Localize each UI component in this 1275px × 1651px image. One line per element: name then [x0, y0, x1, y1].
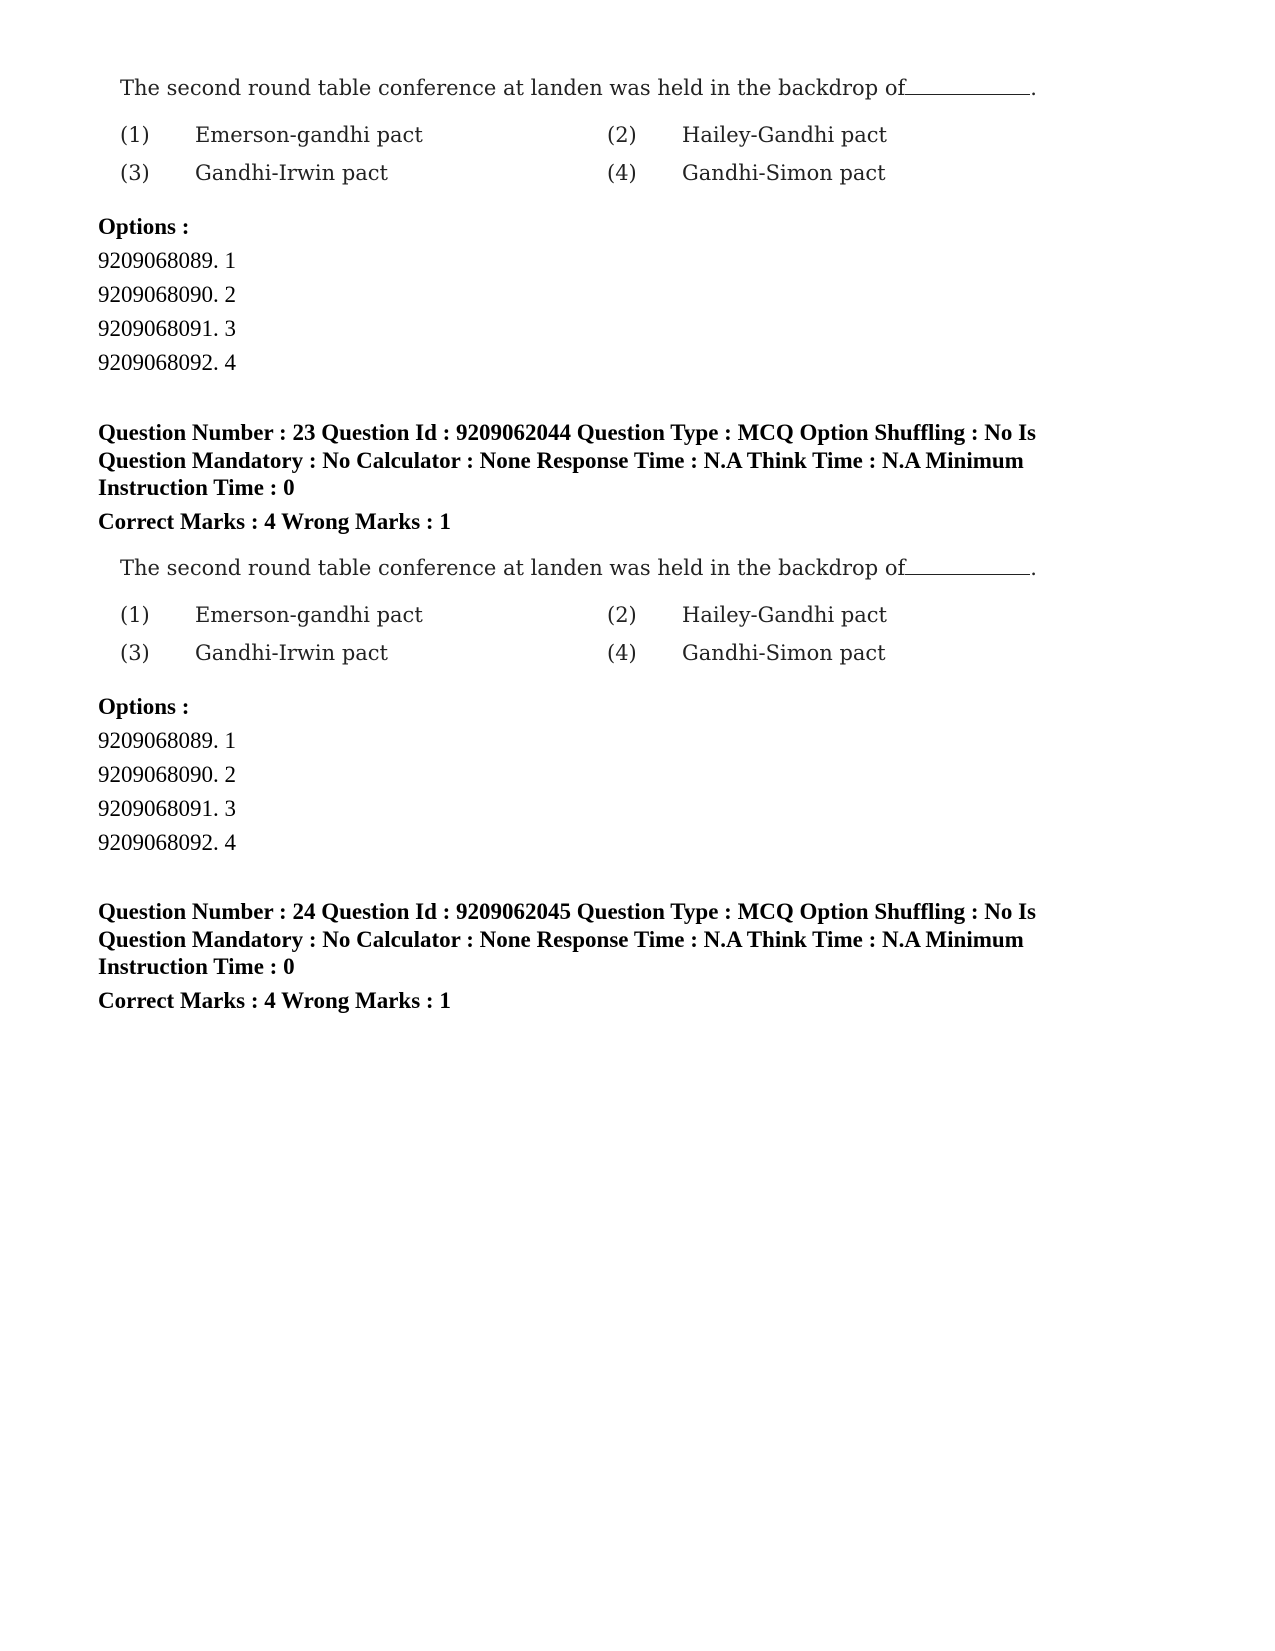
choice-item: (4) Gandhi-Simon pact	[607, 641, 886, 665]
option-item: 9209068092. 4	[98, 350, 236, 375]
option-item: 9209068090. 2	[98, 282, 236, 307]
meta-line: Question Number : 24 Question Id : 9209062045 Question Type : MCQ Option Shuffling : No Is	[98, 899, 1037, 924]
question-text: The second round table conference at landen was held in the backdrop of .	[120, 556, 1037, 580]
meta-line: Question Number : 23 Question Id : 9209062044 Question Type : MCQ Option Shuffling : No Is	[98, 420, 1037, 445]
answer-blank	[905, 556, 1030, 575]
choice-item: (3) Gandhi-Irwin pact	[120, 161, 388, 185]
marks-line: Correct Marks : 4 Wrong Marks : 1	[98, 987, 451, 1013]
choice-grid	[120, 122, 1040, 202]
option-item: 9209068092. 4	[98, 830, 236, 855]
choice-item: (1) Emerson-gandhi pact	[120, 123, 423, 147]
meta-line: Instruction Time : 0	[98, 475, 295, 500]
options-label: Options :	[98, 214, 190, 239]
choice-item: (2) Hailey-Gandhi pact	[607, 603, 887, 627]
options-label: Options :	[98, 694, 190, 719]
choice-item: (3) Gandhi-Irwin pact	[120, 641, 388, 665]
answer-blank	[905, 76, 1030, 95]
meta-line: Instruction Time : 0	[98, 954, 295, 979]
options-list	[98, 210, 236, 380]
question-image	[120, 74, 1040, 202]
option-item: 9209068090. 2	[98, 762, 236, 787]
option-item: 9209068091. 3	[98, 796, 236, 821]
choice-item: (4) Gandhi-Simon pact	[607, 161, 886, 185]
question-text: The second round table conference at landen was held in the backdrop of .	[120, 76, 1037, 100]
option-item: 9209068089. 1	[98, 248, 236, 273]
marks-line: Correct Marks : 4 Wrong Marks : 1	[98, 508, 451, 534]
options-list	[98, 690, 236, 860]
question-meta	[98, 419, 1158, 535]
question-meta	[98, 898, 1158, 1014]
choice-grid	[120, 602, 1040, 682]
meta-line: Question Mandatory : No Calculator : None Response Time : N.A Think Time : N.A Minimum	[98, 447, 1024, 473]
question-image	[120, 554, 1040, 682]
choice-item: (1) Emerson-gandhi pact	[120, 603, 423, 627]
option-item: 9209068091. 3	[98, 316, 236, 341]
option-item: 9209068089. 1	[98, 728, 236, 753]
meta-line: Question Mandatory : No Calculator : None Response Time : N.A Think Time : N.A Minimum	[98, 926, 1024, 952]
choice-item: (2) Hailey-Gandhi pact	[607, 123, 887, 147]
